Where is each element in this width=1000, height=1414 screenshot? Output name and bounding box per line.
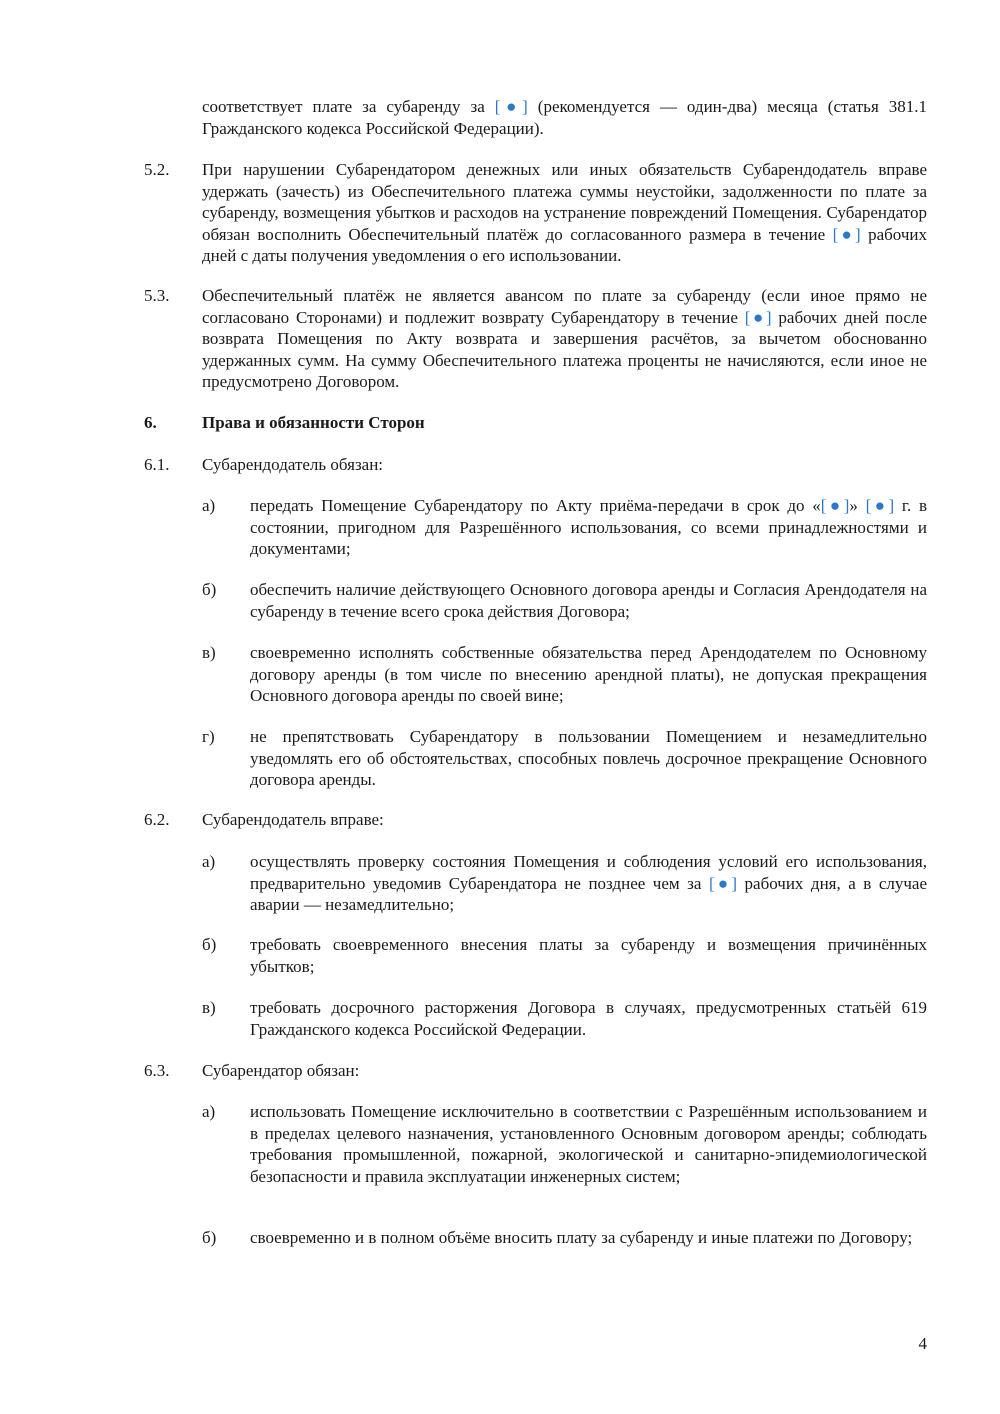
placeholder: [●] xyxy=(820,496,850,515)
item-letter: г) xyxy=(202,727,215,746)
clause-number: 6.1. xyxy=(144,455,170,474)
text-run: рабочих дней после возврата Помещения по Акту возврата и завершения расчётов, за вычетом обоснованно удержанных сумм. На сумму Обеспечительного платежа проценты не начисляются, если иное не предусмотрено Договором. xyxy=(202,307,928,391)
clause-6-1-text: Субарендодатель обязан: xyxy=(202,455,384,474)
text-run: При нарушении Субарендатором денежных или иных обязательств Субарендодатель вправе удержать (зачесть) из Обеспечительного платежа суммы неустойки, задолженности по плате за субаренду, возмещения убытков и расходов на устранение повреждений Помещения. Субарендатор обязан восполнить Обеспечительный платёж до согласованного размера в течение xyxy=(202,160,927,244)
clause-6-3-text: Субарендатор обязан: xyxy=(202,1061,360,1080)
item-letter: б) xyxy=(202,1228,217,1247)
text-run: » xyxy=(849,496,866,515)
clause-number: 5.3. xyxy=(144,286,170,305)
item-6-2-a xyxy=(250,851,927,916)
item-6-2-b: требовать своевременного внесения платы за субаренду и возмещения причинённых убытков; xyxy=(250,935,927,976)
placeholder: [●] xyxy=(832,224,861,244)
item-6-2-v: требовать досрочного расторжения Договора в случаях, предусмотренных статьёй 619 Гражданского кодекса Российской Федерации. xyxy=(250,998,927,1039)
item-6-3-a: использовать Помещение исключительно в соответствии с Разрешённым использованием и в пределах целевого назначения, установленного Основным договором аренды; соблюдать требования промышленной, пожарной, экологической и санитарно-эпидемиологической безопасности и правила эксплуатации инженерных систем; xyxy=(250,1102,927,1186)
clause-5-3-text xyxy=(202,285,927,393)
clause-number: 6.2. xyxy=(144,810,170,829)
item-letter: в) xyxy=(202,998,216,1017)
text-run: г. в состоянии, пригодном для Разрешённого использования, со всеми принадлежностями и документами; xyxy=(250,496,927,558)
item-letter: в) xyxy=(202,643,216,662)
clause-number: 6.3. xyxy=(144,1061,170,1080)
item-letter: а) xyxy=(202,1102,216,1121)
placeholder: [●] xyxy=(865,496,895,515)
placeholder: [●] xyxy=(744,307,772,327)
item-6-3-b: своевременно и в полном объёме вносить плату за субаренду и иные платежи по Договору; xyxy=(250,1228,913,1247)
item-6-1-v: своевременно исполнять собственные обязательства перед Арендодателем по Основному договору аренды (в том числе по внесению арендной платы), не допуская прекращения Основного договора аренды по своей вине; xyxy=(250,643,927,705)
clause-6-2-text: Субарендодатель вправе: xyxy=(202,810,384,829)
placeholder: [●] xyxy=(708,873,738,893)
paragraph-continuation xyxy=(202,96,927,139)
clause-5-2-text xyxy=(202,159,927,267)
item-letter: а) xyxy=(202,852,216,871)
placeholder: [●] xyxy=(494,97,528,116)
item-letter: б) xyxy=(202,580,217,599)
section-title: Права и обязанности Сторон xyxy=(202,413,425,432)
item-6-1-a xyxy=(250,495,927,560)
text-run: осуществлять проверку состояния Помещения и соблюдения условий его использования, предварительно уведомив Субарендатора не позднее чем за xyxy=(250,852,927,893)
text-run: (рекомендуется — один-два) месяца (статья 381.1 Гражданского кодекса Российской Федерации). xyxy=(202,97,927,138)
item-letter: а) xyxy=(202,496,216,515)
text-run: передать Помещение Субарендатору по Акту приёма-передачи в срок до « xyxy=(250,496,821,515)
item-letter: б) xyxy=(202,935,217,954)
section-number: 6. xyxy=(144,413,157,432)
text-run: рабочих дней с даты получения уведомления о его использовании. xyxy=(202,224,928,265)
text-run: соответствует плате за субаренду за xyxy=(202,97,495,116)
clause-number: 5.2. xyxy=(144,160,170,179)
item-6-1-g: не препятствовать Субарендатору в пользовании Помещением и незамедлительно уведомлять его об обстоятельствах, способных повлечь досрочное прекращение Основного договора аренды. xyxy=(250,727,927,789)
text-run: Обеспечительный платёж не является авансом по плате за субаренду (если иное прямо не согласовано Сторонами) и подлежит возврату Субарендатору в течение xyxy=(202,286,927,327)
page-number: 4 xyxy=(918,1334,927,1353)
item-6-1-b: обеспечить наличие действующего Основного договора аренды и Согласия Арендодателя на субаренду в течение всего срока действия Договора; xyxy=(250,580,927,621)
text-run: рабочих дня, а в случае аварии — незамедлительно; xyxy=(250,873,927,914)
